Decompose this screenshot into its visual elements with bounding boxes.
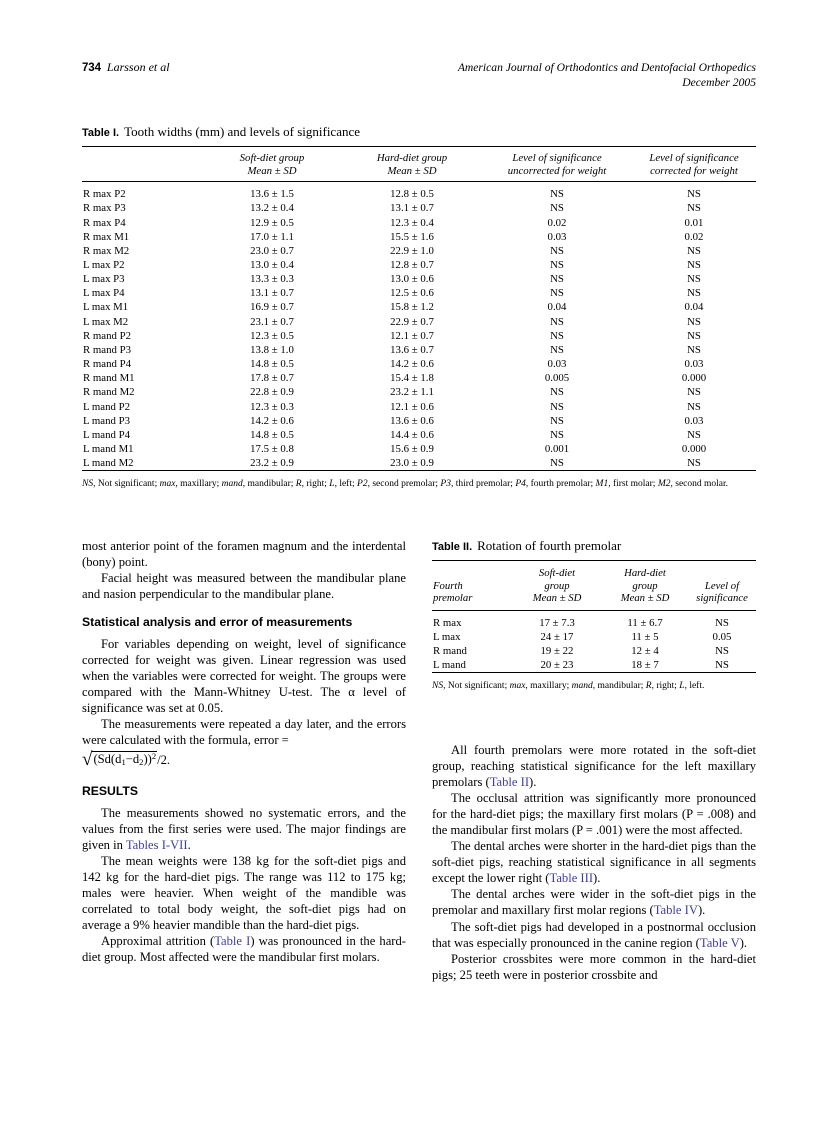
table-1-cell: NS [550,457,564,470]
table-2-caption [432,538,756,555]
table-1-cell: 12.3 ± 0.4 [390,216,434,229]
col4-line2: corrected for weight [650,164,738,177]
xref-table-ii[interactable]: Table II [489,775,530,790]
table-1-caption-text: Tooth widths (mm) and levels of significance [124,124,361,139]
table-row [82,300,756,314]
table-1-cell: NS [550,315,564,328]
table-1-cell: 14.8 ± 0.5 [250,358,294,371]
table-1-cell: 14.2 ± 0.6 [250,414,294,427]
table-1-row-label: L mand M2 [83,457,134,470]
table-1-cell: 12.8 ± 0.7 [390,258,434,271]
table-1-row-label: R max M1 [83,230,130,243]
table-1-cell: 12.3 ± 0.5 [250,329,294,342]
table-2-col-head-3 [688,561,756,611]
table-2-cell: 11 ± 6.7 [627,616,663,629]
table-1-cell: 23.2 ± 0.9 [250,457,294,470]
running-head-authors: Larsson et al [106,60,170,74]
table-1-cell: 23.2 ± 1.1 [390,386,434,399]
para-arches-shorter [432,838,756,886]
table-row [82,385,756,399]
table-row [82,272,756,286]
table-2-cell: NS [715,659,729,672]
xref-table-v[interactable]: Table V [699,935,740,950]
table-1-cell: 0.03 [547,358,567,371]
table-1-col-head-0 [82,147,202,182]
table-1-cell: NS [687,244,701,257]
table-2-col-head-0 [432,561,512,611]
table-row [432,630,756,644]
table-2-footnote: NS, Not significant; max, maxillary; mand, mandibular; R, right; L, left. [432,681,705,692]
table-1-cell: NS [687,400,701,413]
table-1-row-label: L max M1 [83,301,129,314]
table-1-footnote: NS, Not significant; max, maxillary; mand, mandibular; R, right; L, left; P2, second premolar; P3, third premolar; P4, fourth premolar; M1, first molar; M2, second molar. [82,479,729,490]
table-1-row-label: R max M2 [83,244,130,257]
table-1-row-label: L mand M1 [83,443,134,455]
para-mean-weights: The mean weights were 138 kg for the soft-diet pigs and 142 kg for the hard-diet pigs. The range was 112 to 175 kg; males were heavier. When weight of the mandible was correlated to total body weight, the soft-diet pigs had on average a 9% heavier mandible than the hard-diet pigs. [82,853,406,932]
table-1-cell: 23.0 ± 0.7 [250,244,294,257]
table-1-cell: 13.6 ± 0.7 [390,343,434,356]
table-1-cell: NS [687,273,701,286]
formula-open: (Sd(d [93,752,122,767]
table-1-row-label: L mand P2 [83,400,130,413]
table-1 [82,124,756,491]
error-formula [82,749,406,771]
journal-title: American Journal of Orthodontics and Dentofacial Orthopedics [457,61,756,74]
table-1-col-head-3 [482,147,632,182]
table-1-cell: 0.005 [544,372,570,385]
t2col0-line1 [433,567,512,580]
table-1-cell: 0.000 [681,372,707,385]
table-row [82,414,756,428]
radical-sign: √ [82,749,93,771]
table-1-cell: NS [550,400,564,413]
table-1-cell: 0.03 [684,358,704,371]
heading-statistical-analysis: Statistical analysis and error of measurements [82,615,353,630]
table-1-cell: NS [687,202,701,215]
xref-tables-i-vii[interactable]: Tables I-VII [125,837,188,852]
table-1-col-head-2 [342,147,482,182]
table-row [82,201,756,215]
table-1-row-label: R mand P4 [83,358,131,371]
table-1-row-label: R max P4 [83,216,126,229]
col4-line1: Level of significance [649,152,739,164]
table-1-cell: NS [550,244,564,257]
table-1-cell: 0.03 [547,230,567,243]
table-2-cell: 0.05 [712,630,732,643]
table-2-grid [432,560,756,673]
table-1-cell: 22.9 ± 1.0 [390,244,434,257]
table-1-row-label: R mand M1 [83,372,135,385]
col2-line1: Hard-diet group [376,152,448,164]
table-1-grid [82,146,756,471]
table-1-cell: 17.8 ± 0.7 [250,372,294,385]
table-row [82,371,756,385]
table-row [82,258,756,272]
col2-line2: Mean ± SD [387,164,437,177]
table-1-body [82,182,756,472]
table-2-cell: 20 ± 23 [540,659,574,672]
formula-minus: −d [125,752,140,767]
table-row [432,658,756,673]
table-1-cell: 12.1 ± 0.7 [390,329,434,342]
table-2-cell: 24 ± 17 [540,630,574,643]
table-2-row-label: R max [433,616,462,629]
table-1-cell: 13.0 ± 0.4 [250,258,294,271]
table-2-body [432,610,756,673]
table-1-row-label: R mand P2 [83,329,131,342]
para-arches-wider-a: The dental arches were wider in the soft-diet pigs in the premolar and maxillary first molar regions ( [432,887,756,918]
table-2-row-label: R mand [433,644,467,657]
table-2 [432,538,756,693]
table-1-cell: 13.6 ± 1.5 [250,188,294,201]
para-arches-shorter-a: The dental arches were shorter in the hard-diet pigs than the soft-diet pigs, reaching statistical significance in all segments except the lower right ( [432,839,756,886]
table-1-cell: NS [550,287,564,300]
para-postnormal-occlusion [432,919,756,951]
table-1-row-label: L max P3 [83,273,125,286]
table-1-col-head-1 [202,147,342,182]
table-1-cell: NS [687,329,701,342]
table-row [82,400,756,414]
table-1-row-label: R max P3 [83,202,126,215]
heading-results: RESULTS [82,783,138,798]
xref-table-i[interactable]: Table I [214,933,251,948]
table-1-cell: 22.9 ± 0.7 [390,315,434,328]
para-postnormal-b: ). [739,935,748,950]
table-row [82,315,756,329]
radicand [92,751,157,766]
formula-close: )) [143,752,152,767]
table-row [82,187,756,201]
table-row [432,616,756,630]
col3-line2: uncorrected for weight [507,164,607,177]
para-arches-shorter-b: ). [593,871,601,886]
table-1-row-label: L max M2 [83,315,129,328]
table-row [82,216,756,230]
table-2-col-head-2 [602,561,688,611]
col1-line2: Mean ± SD [247,164,297,177]
page-number: 734 [82,62,101,74]
table-1-cell: NS [687,428,701,441]
para-measurements-repeated-text: The measurements were repeated a day later, and the errors were calculated with the formula, error = [82,717,406,748]
table-1-cell: NS [550,188,564,201]
table-1-cell: NS [687,457,701,470]
table-2-cell: 18 ± 7 [631,659,659,672]
table-1-cell: NS [687,188,701,201]
para-postnormal-a: The soft-diet pigs had developed in a postnormal occlusion that was especially pronounced in the canine region ( [432,919,756,950]
table-1-cell: 0.01 [684,216,704,229]
table-2-col-head-1 [512,561,602,611]
table-row [82,230,756,244]
table-1-cell: NS [550,386,564,399]
col1-line1: Soft-diet group [239,152,305,164]
table-row [82,244,756,258]
para-all-fourth-premolars [432,742,756,790]
table-2-row-label: L max [433,630,461,643]
table-1-row-label: L mand P3 [83,414,130,427]
table-1-cell: 23.0 ± 0.9 [390,457,434,470]
table-2-cell: NS [715,616,729,629]
issue-date: December 2005 [682,76,756,89]
table-1-cell: 0.001 [544,443,570,455]
formula-power: 2 [151,751,157,762]
table-1-cell: NS [550,329,564,342]
table-1-cell: 12.3 ± 0.3 [250,400,294,413]
table-2-cell: NS [715,644,729,657]
formula-divisor: /2. [157,752,171,767]
table-2-cell: 12 ± 4 [631,644,659,657]
t2col1-line2: group [544,579,570,592]
table-row [82,343,756,357]
table-1-cell: 16.9 ± 0.7 [250,301,294,314]
para-premolars-b: ). [529,775,537,790]
table-1-cell: NS [687,343,701,356]
table-1-cell: NS [550,343,564,356]
para-attrition-a: Approximal attrition ( [101,933,215,948]
running-head-left [82,60,170,75]
table-1-col-head-4 [632,147,756,182]
table-1-cell: 13.8 ± 1.0 [250,343,294,356]
table-1-cell: 23.1 ± 0.7 [250,315,294,328]
table-2-cell: 11 ± 5 [631,630,659,643]
table-1-cell: NS [550,428,564,441]
table-1-cell: NS [687,287,701,300]
table-2-caption-text: Rotation of fourth premolar [477,538,622,553]
para-posterior-crossbites: Posterior crossbites were more common in the hard-diet pigs; 25 teeth were in posterior crossbite and [432,951,756,982]
table-1-cell: NS [687,386,701,399]
table-row [82,286,756,300]
para-measurements-repeated [82,716,406,748]
table-1-cell: 0.02 [547,216,567,229]
table-1-cell: 13.0 ± 0.6 [390,273,434,286]
left-text-column [82,538,406,965]
table-1-cell: 17.5 ± 0.8 [250,443,294,455]
t2col1-line3: Mean ± SD [532,592,582,604]
para-arches-wider [432,886,756,918]
t2col0-line2: Fourth [433,579,463,592]
t2col2-line3: Mean ± SD [620,592,670,604]
col3-line1: Level of significance [512,152,602,164]
formula-sub2: 2 [139,757,144,768]
table-1-row-label: R max P2 [83,188,126,201]
para-no-errors-b: . [187,837,191,852]
table-1-row-label: R mand P3 [83,343,131,356]
running-head-right [458,60,756,90]
table-1-cell: 13.1 ± 0.7 [250,287,294,300]
table-1-cell: 15.8 ± 1.2 [390,301,434,314]
table-1-cell: NS [687,258,701,271]
table-1-cell: 14.8 ± 0.5 [250,428,294,441]
para-attrition-b: ) was pronounced in the hard-diet group. Most affected were the mandibular first molars. [82,933,406,964]
xref-table-iv[interactable]: Table IV [653,903,698,918]
formula-sub1: 1 [121,757,126,768]
table-1-cell: 13.1 ± 0.7 [390,202,434,215]
table-1-cell: 15.5 ± 1.6 [390,230,434,243]
table-row [82,428,756,442]
table-row [82,357,756,371]
para-occlusal-attrition: The occlusal attrition was significantly more pronounced for the hard-diet pigs; the maxillary first molars (P = .008) and the mandibular first molars (P = .001) were the most affected. [432,791,756,838]
table-row [432,644,756,658]
t2col3-line3: significance [696,592,748,604]
table-1-cell: 13.6 ± 0.6 [390,414,434,427]
table-1-cell: 15.4 ± 1.8 [390,372,434,385]
t2col3-line1 [688,567,756,580]
table-1-cell: NS [550,202,564,215]
table-1-cell: NS [687,315,701,328]
table-1-cell: 17.0 ± 1.1 [250,230,294,243]
t2col1-line1: Soft-diet [538,567,576,579]
table-1-cell: NS [550,414,564,427]
t2col2-line2: group [632,579,658,592]
table-2-cell: 19 ± 22 [540,644,574,657]
t2col2-line1: Hard-diet [624,567,666,579]
table-1-cell: 22.8 ± 0.9 [250,386,294,399]
table-1-cell: 12.8 ± 0.5 [390,188,434,201]
table-1-cell: 14.2 ± 0.6 [390,358,434,371]
para-premolars-a: All fourth premolars were more rotated in the soft-diet group, reaching statistical significance for the left maxillary premolars ( [432,743,756,790]
table-1-cell: 13.2 ± 0.4 [250,202,294,215]
para-arches-wider-b: ). [697,903,706,918]
table-2-label: Table II. [432,541,473,553]
para-continued: most anterior point of the foramen magnum and the interdental (bony) point. [82,539,406,570]
table-1-cell: 12.1 ± 0.6 [390,400,434,413]
table-1-label: Table I. [82,127,120,139]
table-2-row-label: L mand [433,659,466,672]
table-1-cell: NS [550,273,564,286]
para-facial-height: Facial height was measured between the mandibular plane and nasion perpendicular to the mandibular plane. [82,571,406,602]
para-no-systematic-errors [82,805,406,853]
table-1-row-label: R mand M2 [83,386,135,399]
table-1-row-label: L mand P4 [83,428,130,441]
table-1-cell: 0.04 [547,301,567,314]
table-1-row-label: L max P4 [83,287,125,300]
table-1-cell: 12.5 ± 0.6 [390,287,434,300]
xref-table-iii[interactable]: Table III [549,871,594,886]
right-text-column [432,742,756,983]
para-no-errors-a: The measurements showed no systematic errors, and the values from the first series were used. The major findings are given in [82,805,406,852]
table-1-bottom-rule [82,471,756,472]
table-row [82,442,756,456]
table-row [82,456,756,471]
t2col0-line3: premolar [433,592,473,604]
table-1-cell: 0.04 [684,301,704,314]
table-1-cell: 13.3 ± 0.3 [250,273,294,286]
table-1-cell: 12.9 ± 0.5 [250,216,294,229]
running-head [82,60,756,100]
table-1-cell: 0.000 [681,443,707,455]
table-row [82,329,756,343]
table-1-cell: 15.6 ± 0.9 [390,443,434,455]
table-2-cell: 17 ± 7.3 [539,616,575,629]
table-1-cell: 0.03 [684,414,704,427]
table-1-cell: 0.02 [684,230,704,243]
table-1-row-label: L max P2 [83,258,125,271]
table-1-cell: NS [550,258,564,271]
table-2-bottom-rule [432,673,756,674]
para-variables: For variables depending on weight, level of significance corrected for weight was given. Linear regression was used when the variables were corrected for weight. The groups were compared with the Mann-Whitney U-test. The α level of significance was set at 0.05. [82,637,406,716]
para-approximal-attrition [82,933,406,965]
table-1-caption [82,124,756,141]
table-1-cell: 14.4 ± 0.6 [390,428,434,441]
t2col3-line2: Level of [704,579,740,592]
